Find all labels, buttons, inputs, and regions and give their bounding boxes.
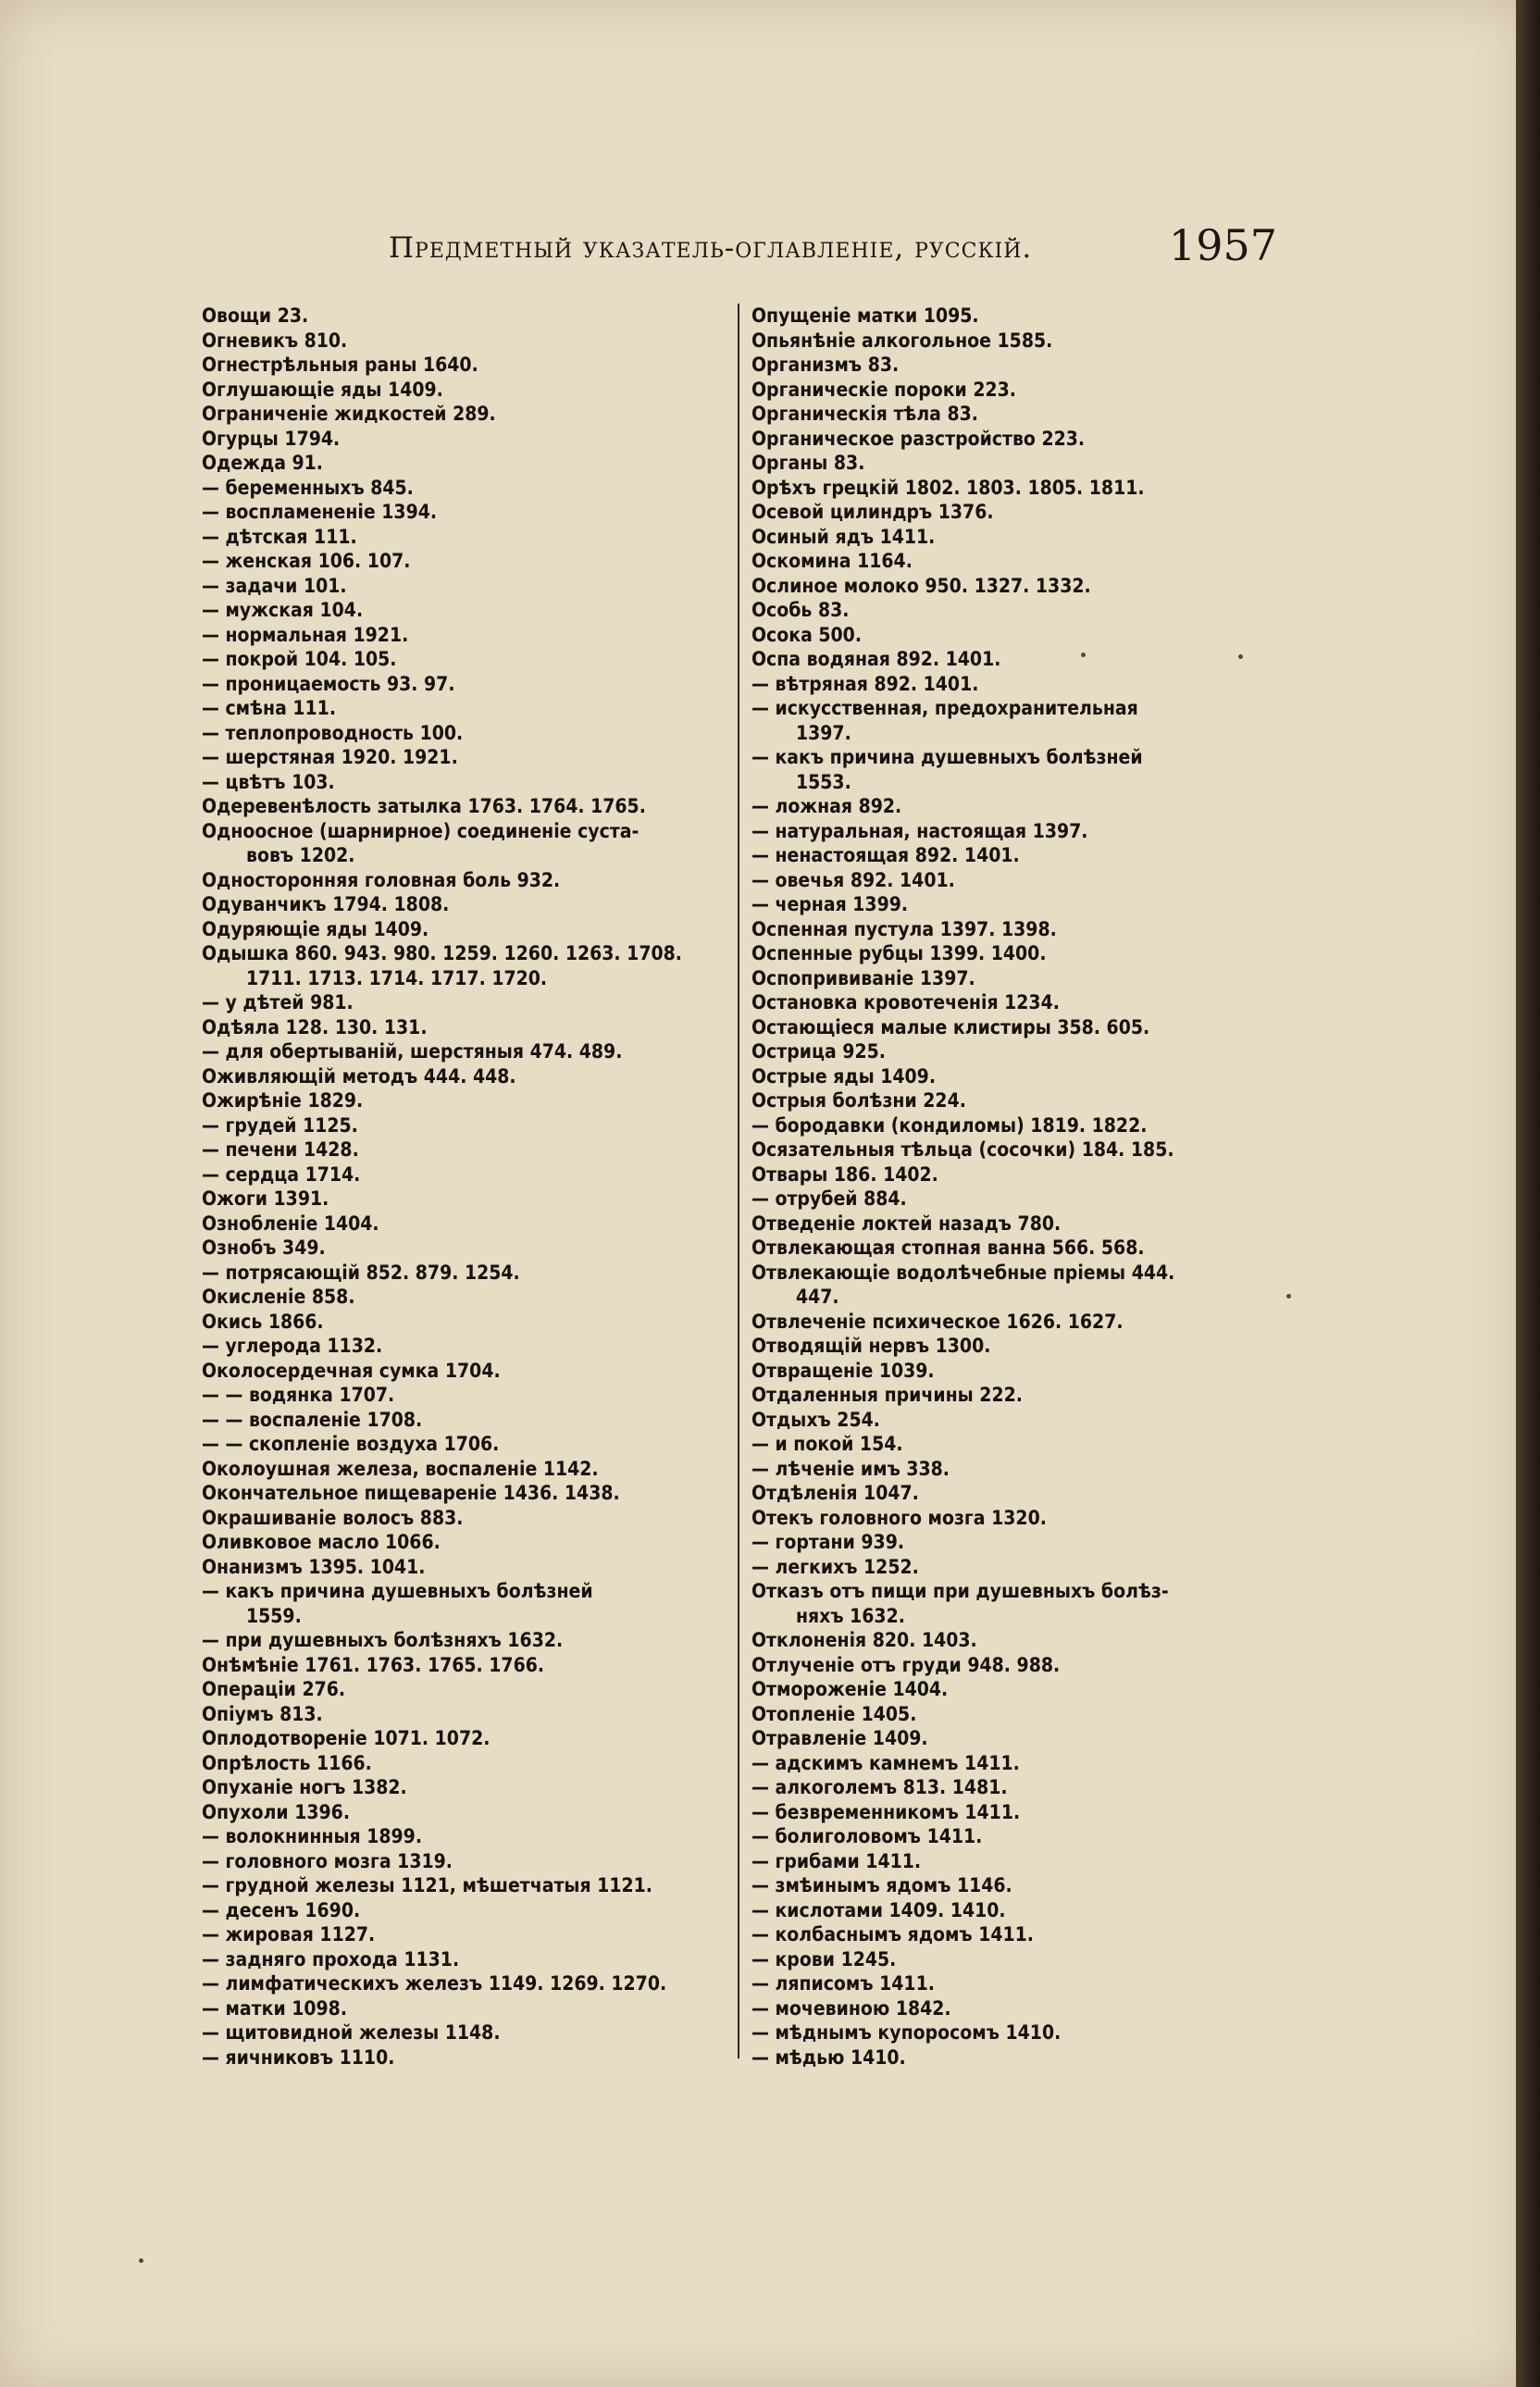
- index-entry: Острица 925.: [751, 1040, 886, 1063]
- index-entry: Особь 83.: [751, 599, 850, 621]
- index-entry: 1397.: [796, 721, 851, 744]
- index-entry: — болиголовомъ 1411.: [751, 1825, 983, 1847]
- index-entry: Отравленіе 1409.: [751, 1727, 928, 1749]
- index-entry: Окрашиваніе волосъ 883.: [202, 1506, 464, 1529]
- index-entry: Отводящій нервъ 1300.: [751, 1335, 991, 1357]
- index-entry: — углерода 1132.: [202, 1335, 383, 1357]
- index-entry: Оскомина 1164.: [751, 550, 913, 572]
- index-entry: — беременныхъ 845.: [202, 476, 414, 499]
- index-entry: Околоушная железа, воспаленіе 1142.: [202, 1457, 599, 1480]
- index-entry: Оливковое масло 1066.: [202, 1531, 441, 1553]
- index-entry: 1559.: [246, 1604, 302, 1627]
- index-entry: Оспа водяная 892. 1401.: [751, 648, 1001, 670]
- index-entry: Оживляющій методъ 444. 448.: [202, 1064, 516, 1088]
- page-header: [389, 220, 1277, 276]
- index-entry: Отопленіе 1405.: [751, 1702, 917, 1725]
- index-entry: — вѣтряная 892. 1401.: [751, 672, 979, 695]
- index-entry: — для обертываній, шерстяныя 474. 489.: [202, 1040, 623, 1063]
- index-entry: — теплопроводность 100.: [202, 721, 464, 744]
- page-number: 1957: [1168, 220, 1277, 270]
- index-entry: — черная 1399.: [751, 893, 909, 915]
- index-entry: Отвлекающіе водолѣчебные пріемы 444.: [751, 1261, 1175, 1284]
- paper-speck: [1081, 653, 1086, 657]
- index-entry: Отказъ отъ пищи при душевныхъ болѣз-: [751, 1580, 1169, 1602]
- index-entry: Одуванчикъ 1794. 1808.: [202, 893, 450, 915]
- index-entry: Отекъ головного мозга 1320.: [751, 1506, 1047, 1529]
- index-entry: Отмороженіе 1404.: [751, 1678, 949, 1700]
- index-entry: — покрой 104. 105.: [202, 648, 397, 670]
- index-entry: 1711. 1713. 1714. 1717. 1720.: [246, 966, 548, 989]
- index-entry: Осевой цилиндръ 1376.: [751, 501, 994, 523]
- index-entry: Опьянѣніе алкогольное 1585.: [751, 329, 1053, 352]
- index-entry: Органы 83.: [751, 452, 865, 474]
- index-entry: — задачи 101.: [202, 574, 347, 597]
- index-entry: Отклоненія 820. 1403.: [751, 1629, 977, 1651]
- index-entry: — шерстяная 1920. 1921.: [202, 746, 458, 768]
- index-entry: Опуханіе ногъ 1382.: [202, 1776, 407, 1798]
- index-entry: — потрясающій 852. 879. 1254.: [202, 1261, 520, 1284]
- index-entry: Острые яды 1409.: [751, 1064, 937, 1088]
- paper-speck: [139, 2258, 143, 2263]
- index-entry: Огурцы 1794.: [202, 427, 341, 450]
- index-entry: — десенъ 1690.: [202, 1898, 361, 1921]
- index-entry: Ожоги 1391.: [202, 1187, 329, 1210]
- index-entry: Окись 1866.: [202, 1310, 324, 1333]
- index-entry: Отвлеченіе психическое 1626. 1627.: [751, 1310, 1124, 1333]
- index-entry: Острыя болѣзни 224.: [751, 1089, 966, 1112]
- index-entry: — ненастоящая 892. 1401.: [751, 844, 1020, 866]
- index-entry: — мужская 104.: [202, 599, 364, 621]
- index-entry: Органическое разстройство 223.: [751, 427, 1086, 450]
- index-entry: — жировая 1127.: [202, 1923, 376, 1946]
- index-entry: Ограниченіе жидкостей 289.: [202, 403, 496, 425]
- index-entry: — грудей 1125.: [202, 1113, 358, 1137]
- index-entry: Онѣмѣніе 1761. 1763. 1765. 1766.: [202, 1653, 545, 1676]
- index-entry: — дѣтская 111.: [202, 525, 357, 548]
- index-entry: Осязательныя тѣльца (сосочки) 184. 185.: [751, 1138, 1174, 1161]
- index-entry: — алкоголемъ 813. 1481.: [751, 1776, 1008, 1798]
- index-entry: Отдыхъ 254.: [751, 1408, 880, 1431]
- index-entry: — ляписомъ 1411.: [751, 1972, 935, 1995]
- index-entry: — мочевиною 1842.: [751, 1996, 951, 2020]
- index-entry: — — воспаленіе 1708.: [202, 1408, 423, 1431]
- index-entry: Одноосное (шарнирное) соединеніе суста-: [202, 819, 640, 842]
- index-entry: Опіумъ 813.: [202, 1702, 323, 1725]
- index-entry: — лѣченіе имъ 338.: [751, 1457, 950, 1480]
- index-entry: Опрѣлость 1166.: [202, 1751, 372, 1774]
- index-entry: Ознобъ 349.: [202, 1237, 326, 1259]
- index-entry: 1553.: [796, 770, 851, 793]
- column-divider: [738, 304, 739, 2058]
- index-entry: Одежда 91.: [202, 452, 323, 474]
- index-entry: — легкихъ 1252.: [751, 1555, 919, 1578]
- index-entry: Онанизмъ 1395. 1041.: [202, 1555, 426, 1578]
- index-entry: вовъ 1202.: [246, 844, 355, 866]
- index-entry: — грудной железы 1121, мѣшетчатыя 1121.: [202, 1874, 652, 1896]
- index-entry: — матки 1098.: [202, 1996, 348, 2020]
- index-entry: Огнестрѣльныя раны 1640.: [202, 354, 478, 376]
- index-entry: Отвращеніе 1039.: [751, 1359, 935, 1382]
- index-entry: Оспенная пустула 1397. 1398.: [751, 917, 1057, 940]
- index-entry: — лимфатическихъ железъ 1149. 1269. 1270.: [202, 1972, 667, 1995]
- index-entry: Отвлекающая стопная ванна 566. 568.: [751, 1237, 1145, 1259]
- index-entry: — мѣдью 1410.: [751, 2045, 906, 2069]
- index-entry: Односторонняя головная боль 932.: [202, 868, 561, 891]
- index-entry: — сердца 1714.: [202, 1162, 361, 1186]
- index-entry: Органическіе пороки 223.: [751, 378, 1016, 401]
- index-entry: — цвѣтъ 103.: [202, 770, 335, 793]
- index-entry: — безвременникомъ 1411.: [751, 1800, 1021, 1823]
- index-entry: Одеревенѣлость затылка 1763. 1764. 1765.: [202, 795, 646, 817]
- index-entry: Огневикъ 810.: [202, 329, 348, 352]
- index-entry: — при душевныхъ болѣзняхъ 1632.: [202, 1629, 564, 1651]
- index-entry: — у дѣтей 981.: [202, 991, 354, 1013]
- index-entry: — головного мозга 1319.: [202, 1849, 453, 1872]
- index-entry: — гортани 939.: [751, 1531, 905, 1553]
- book-binding-edge: [1516, 0, 1540, 2387]
- index-entry: — — водянка 1707.: [202, 1384, 395, 1406]
- index-entry: Ожирѣніе 1829.: [202, 1089, 364, 1112]
- index-entry: — воспламененіе 1394.: [202, 501, 438, 523]
- index-entry: Оспопрививаніе 1397.: [751, 966, 975, 989]
- index-entry: — какъ причина душевныхъ болѣзней: [202, 1580, 593, 1602]
- index-entry: Овощи 23.: [202, 305, 309, 327]
- index-entry: — натуральная, настоящая 1397.: [751, 819, 1088, 842]
- index-entry: Одышка 860. 943. 980. 1259. 1260. 1263. 1708.: [202, 942, 682, 964]
- index-entry: — грибами 1411.: [751, 1849, 922, 1872]
- running-title: Предметный указатель-оглавленіе, русскій.: [389, 231, 1033, 265]
- index-column-right: [751, 304, 1284, 2070]
- index-entry: Опущеніе матки 1095.: [751, 305, 979, 327]
- index-entry: — искусственная, предохранительная: [751, 697, 1138, 719]
- index-entry: — щитовидной железы 1148.: [202, 2021, 501, 2044]
- index-entry: Ознобленіе 1404.: [202, 1212, 379, 1235]
- index-entry: Орѣхъ грецкій 1802. 1803. 1805. 1811.: [751, 476, 1145, 499]
- index-entry: — задняго прохода 1131.: [202, 1947, 460, 1971]
- index-column-left: [202, 304, 729, 2070]
- index-entry: — печени 1428.: [202, 1138, 359, 1161]
- index-entry: — нормальная 1921.: [202, 623, 409, 646]
- index-entry: 447.: [796, 1286, 839, 1308]
- index-entry: — колбаснымъ ядомъ 1411.: [751, 1923, 1034, 1946]
- index-entry: — волокнинныя 1899.: [202, 1825, 423, 1847]
- index-entry: Отведеніе локтей назадъ 780.: [751, 1212, 1062, 1235]
- index-entry: Отдѣленія 1047.: [751, 1482, 919, 1504]
- index-entry: — и покой 154.: [751, 1433, 903, 1455]
- index-entry: — смѣна 111.: [202, 697, 337, 719]
- index-entry: Осока 500.: [751, 623, 862, 646]
- index-entry: Операціи 276.: [202, 1678, 346, 1700]
- index-entry: — овечья 892. 1401.: [751, 868, 955, 891]
- index-entry: Отлученіе отъ груди 948. 988.: [751, 1653, 1061, 1676]
- index-entry: Окончательное пищевареніе 1436. 1438.: [202, 1482, 620, 1504]
- index-entry: — отрубей 884.: [751, 1187, 907, 1210]
- index-entry: Одѣяла 128. 130. 131.: [202, 1015, 428, 1038]
- index-entry: — змѣинымъ ядомъ 1146.: [751, 1874, 1012, 1896]
- index-entry: — бородавки (кондиломы) 1819. 1822.: [751, 1113, 1148, 1137]
- index-entry: Оглушающіе яды 1409.: [202, 378, 443, 401]
- index-entry: Оспенные рубцы 1399. 1400.: [751, 942, 1047, 964]
- index-entry: Оплодотвореніе 1071. 1072.: [202, 1727, 491, 1749]
- index-entry: Ослиное молоко 950. 1327. 1332.: [751, 574, 1091, 597]
- index-entry: — ложная 892.: [751, 795, 902, 817]
- index-entry: — адскимъ камнемъ 1411.: [751, 1751, 1020, 1774]
- index-entry: Одуряющіе яды 1409.: [202, 917, 429, 940]
- index-entry: Остановка кровотеченія 1234.: [751, 991, 1060, 1013]
- index-entry: Опухоли 1396.: [202, 1800, 351, 1823]
- index-entry: — — скопленіе воздуха 1706.: [202, 1433, 500, 1455]
- index-entry: Осиный ядъ 1411.: [751, 525, 936, 548]
- paper-speck: [1286, 1294, 1291, 1299]
- index-entry: — яичниковъ 1110.: [202, 2045, 395, 2069]
- index-entry: Околосердечная сумка 1704.: [202, 1359, 501, 1382]
- index-entry: Отдаленныя причины 222.: [751, 1384, 1023, 1406]
- index-entry: — проницаемость 93. 97.: [202, 672, 455, 695]
- index-entry: Организмъ 83.: [751, 354, 900, 376]
- index-entry: — женская 106. 107.: [202, 550, 411, 572]
- index-entry: Органическія тѣла 83.: [751, 403, 978, 425]
- index-entry: Окисленіе 858.: [202, 1286, 355, 1308]
- index-entry: — какъ причина душевныхъ болѣзней: [751, 746, 1143, 768]
- index-entry: — кислотами 1409. 1410.: [751, 1898, 1006, 1921]
- index-entry: Остающіеся малые клистиры 358. 605.: [751, 1015, 1150, 1038]
- index-entry: Отвары 186. 1402.: [751, 1162, 938, 1186]
- paper-speck: [1238, 654, 1243, 659]
- index-entry: няхъ 1632.: [796, 1604, 905, 1627]
- index-entry: — крови 1245.: [751, 1947, 897, 1971]
- index-entry: — мѣднымъ купоросомъ 1410.: [751, 2021, 1062, 2044]
